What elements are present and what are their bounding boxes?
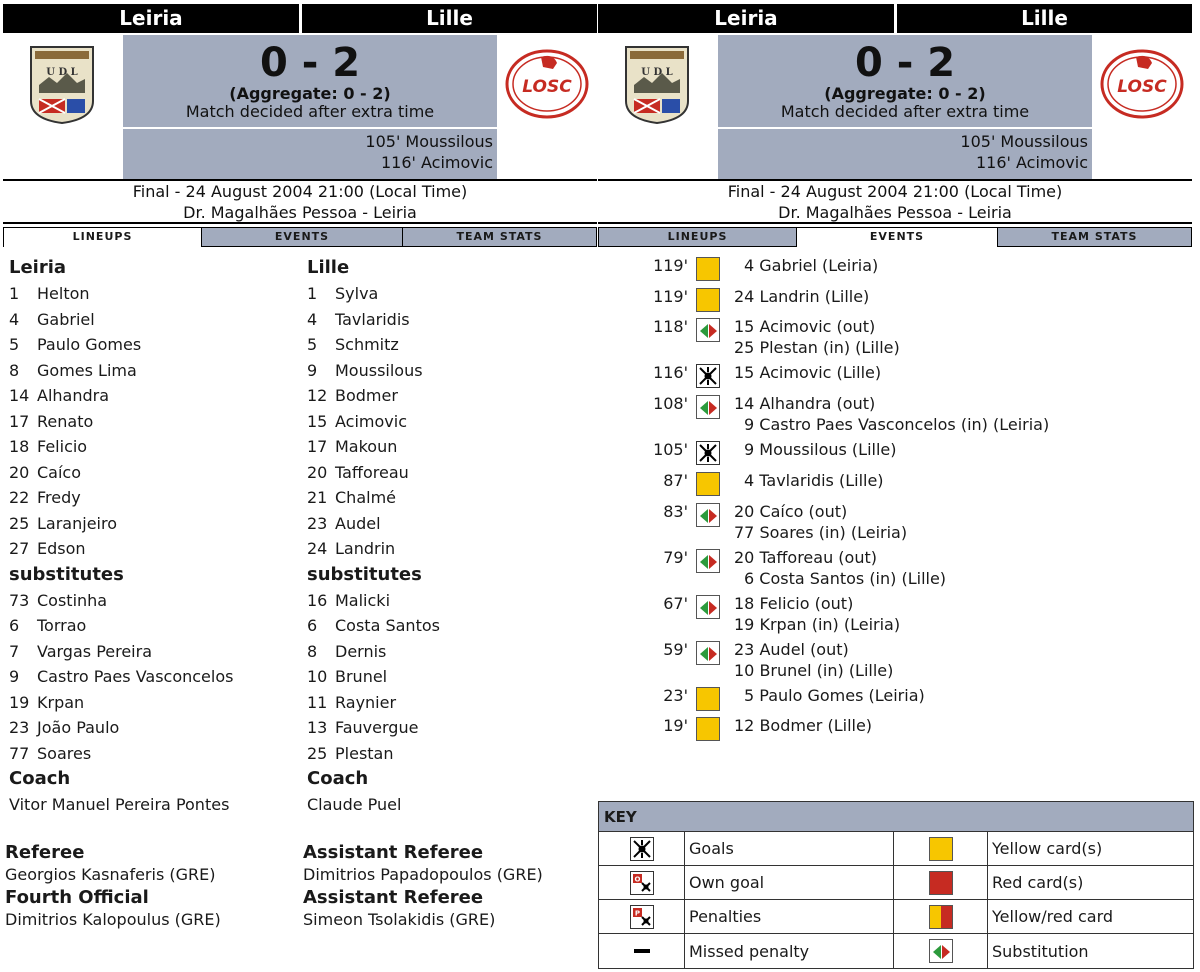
player-name: Sylva — [335, 284, 379, 303]
player-name: Krpan — [37, 692, 85, 712]
event-description — [734, 593, 900, 635]
player-row — [307, 383, 597, 409]
player-row — [9, 639, 299, 665]
key-title: KEY — [599, 802, 1193, 832]
fourth-official-heading: Fourth Official — [5, 887, 149, 908]
substitution-icon — [696, 549, 720, 573]
final-score: 0 - 2 — [854, 40, 956, 86]
away-lineup-team: Lille — [307, 257, 350, 278]
divider — [3, 222, 597, 224]
player-name: Felicio — [37, 437, 88, 456]
event-line: 12 Bodmer (Lille) — [734, 716, 873, 736]
player-row — [9, 358, 299, 384]
player-name: Brunel — [335, 667, 388, 686]
event-icon-wrap — [696, 441, 720, 465]
player-name: Fredy — [37, 488, 81, 507]
match-venue: Dr. Magalhães Pessoa - Leiria — [778, 203, 1012, 222]
player-row — [307, 281, 597, 307]
officials-left — [5, 841, 295, 931]
event-line: 9 Moussilous (Lille) — [744, 440, 897, 460]
player-number: 16 — [307, 590, 328, 610]
match-venue: Dr. Magalhães Pessoa - Leiria — [183, 203, 417, 222]
tab-bar — [3, 227, 597, 247]
player-row — [307, 588, 597, 614]
home-subs-heading: substitutes — [9, 563, 124, 585]
player-number: 21 — [307, 488, 328, 507]
player-name: Paulo Gomes — [37, 335, 142, 354]
final-score: 0 - 2 — [259, 40, 361, 86]
player-number: 17 — [307, 437, 328, 456]
player-number: 20 — [307, 462, 328, 482]
event-line: 19 Krpan (in) (Leiria) — [734, 614, 901, 634]
event-minute: 119' — [653, 286, 688, 306]
yellow-card-icon — [696, 687, 720, 711]
home-starters — [9, 281, 299, 562]
player-number: 20 — [9, 462, 30, 482]
player-number: 6 — [307, 616, 318, 635]
player-row — [9, 715, 299, 741]
key-label: Penalties — [685, 900, 894, 933]
key-label: Substitution — [992, 941, 1089, 961]
player-name: Audel — [335, 513, 381, 533]
yellow-card-icon — [696, 257, 720, 281]
tab-bar — [598, 227, 1192, 247]
divider — [598, 222, 1192, 224]
player-row — [9, 690, 299, 716]
referee-name: Georgios Kasnaferis (GRE) — [5, 865, 216, 884]
away-coach-heading: Coach — [307, 768, 369, 789]
event-icon-wrap — [696, 595, 720, 619]
key-row — [599, 934, 1193, 968]
player-name: Costinha — [37, 590, 108, 610]
player-name: Chalmé — [335, 488, 396, 507]
key-icon-cell — [599, 900, 685, 933]
player-number: 9 — [307, 360, 318, 380]
player-number: 7 — [9, 641, 20, 661]
away-subs-heading: substitutes — [307, 563, 422, 585]
event-icon-wrap — [696, 549, 720, 573]
player-name: Alhandra — [37, 386, 110, 405]
player-number: 24 — [307, 539, 328, 558]
event-minute: 119' — [653, 256, 688, 275]
event-line: 15 Acimovic (Lille) — [734, 363, 882, 383]
player-name: João Paulo — [37, 718, 120, 737]
yellow-card-icon — [696, 717, 720, 741]
event-description — [734, 439, 897, 460]
event-description — [734, 501, 907, 543]
key-icon-cell — [894, 866, 988, 899]
player-row — [307, 307, 597, 333]
key-icon-cell — [894, 900, 988, 933]
player-number: 12 — [307, 386, 328, 405]
event-description — [734, 255, 878, 276]
match-decided-note: Match decided after extra time — [185, 102, 435, 121]
tab-events[interactable]: EVENTS — [796, 227, 998, 247]
event-line: 20 Caíco (out) — [734, 501, 848, 521]
player-row — [9, 613, 299, 639]
aggregate-score: (Aggregate: 0 - 2) — [824, 84, 986, 103]
player-name: Malicki — [335, 590, 391, 610]
scorer-line: 116' Acimovic — [380, 153, 493, 172]
event-minute: 79' — [663, 547, 688, 567]
player-name: Moussilous — [335, 360, 423, 380]
key-label: Own goal — [685, 866, 894, 899]
player-row — [307, 460, 597, 486]
player-row — [9, 460, 299, 486]
event-description — [734, 715, 872, 736]
player-row — [307, 358, 597, 384]
player-name: Acimovic — [335, 411, 407, 431]
player-row — [307, 715, 597, 741]
player-number: 18 — [9, 437, 30, 456]
svg-text:P: P — [634, 909, 640, 917]
event-line: 18 Felicio (out) — [734, 593, 854, 613]
player-number: 14 — [9, 386, 30, 405]
player-number: 8 — [9, 360, 20, 380]
player-number: 5 — [307, 335, 318, 354]
event-line: 14 Alhandra (out) — [734, 394, 876, 414]
player-name: Plestan — [335, 743, 394, 763]
player-row — [9, 511, 299, 537]
away-team-name: Lille — [302, 4, 597, 33]
key-label: Yellow card(s) — [992, 839, 1103, 858]
player-number: 4 — [307, 309, 318, 329]
event-icon-wrap — [696, 364, 720, 388]
event-minute: 116' — [653, 363, 688, 383]
key-row — [599, 900, 1193, 934]
event-icon-wrap — [696, 641, 720, 665]
player-number: 17 — [9, 411, 30, 431]
match-info — [3, 181, 597, 223]
key-label: Missed penalty — [685, 934, 894, 968]
player-number: 77 — [9, 743, 30, 763]
event-icon-wrap — [696, 288, 720, 312]
away-substitutes — [307, 588, 597, 767]
event-minute: 59' — [663, 639, 688, 659]
event-line: 10 Brunel (in) (Lille) — [734, 660, 894, 680]
event-line: 20 Tafforeau (out) — [734, 547, 877, 567]
player-name: Costa Santos — [335, 616, 440, 635]
player-name: Raynier — [335, 692, 397, 712]
key-label: Yellow/red card — [992, 907, 1114, 926]
away-coach-name: Claude Puel — [307, 795, 402, 814]
player-name: Renato — [37, 411, 94, 431]
player-number: 13 — [307, 718, 328, 737]
svg-text:U D L: U D L — [46, 67, 78, 78]
home-coach-name: Vitor Manuel Pereira Pontes — [9, 795, 230, 814]
substitution-icon — [929, 939, 953, 963]
player-number: 5 — [9, 335, 20, 354]
home-crest — [598, 35, 716, 179]
player-number: 1 — [9, 284, 20, 303]
tab-events[interactable]: EVENTS — [201, 227, 403, 247]
player-row — [9, 741, 299, 767]
player-number: 4 — [9, 309, 20, 329]
penalty-icon — [630, 905, 654, 929]
scorer-line: 105' Moussilous — [960, 132, 1088, 151]
goal-icon — [696, 364, 720, 388]
event-description — [734, 316, 900, 358]
event-line: 6 Costa Santos (in) (Lille) — [744, 568, 947, 588]
player-row — [9, 485, 299, 511]
svg-text:LOSC: LOSC — [1117, 77, 1167, 97]
player-row — [9, 536, 299, 562]
key-icon-cell — [894, 832, 988, 865]
event-description — [734, 470, 884, 491]
match-panel-events — [598, 4, 1192, 966]
event-minute: 108' — [653, 394, 688, 414]
home-coach-heading: Coach — [9, 768, 71, 789]
player-name: Torrao — [37, 616, 87, 635]
away-team-name: Lille — [897, 4, 1192, 33]
officials-right — [303, 841, 597, 931]
player-number: 1 — [307, 284, 318, 303]
scorer-line: 105' Moussilous — [365, 132, 493, 151]
player-row — [9, 664, 299, 690]
substitution-icon — [696, 318, 720, 342]
player-name: Laranjeiro — [37, 513, 117, 533]
away-starters — [307, 281, 597, 562]
event-description — [734, 286, 869, 307]
player-name: Helton — [37, 284, 90, 303]
substitution-icon — [696, 503, 720, 527]
player-name: Dernis — [335, 641, 387, 661]
player-name: Tafforeau — [335, 462, 409, 482]
event-minute: 118' — [653, 317, 688, 337]
score-panel — [718, 35, 1092, 127]
tab-team-stats[interactable]: TEAM STATS — [997, 227, 1192, 247]
player-name: Fauvergue — [335, 718, 419, 737]
player-number: 11 — [307, 692, 328, 712]
player-number: 27 — [9, 539, 30, 558]
player-row — [307, 332, 597, 358]
key-row — [599, 832, 1193, 866]
goal-scorers — [718, 129, 1092, 179]
key-icon-cell — [599, 934, 685, 968]
event-description — [734, 685, 925, 706]
player-row — [9, 281, 299, 307]
yellow-card-icon — [929, 837, 953, 861]
player-name: Gabriel — [37, 309, 95, 329]
player-row — [307, 536, 597, 562]
tab-lineups[interactable]: LINEUPS — [3, 227, 202, 247]
player-number: 25 — [9, 513, 30, 533]
event-line: 4 Gabriel (Leiria) — [744, 256, 879, 275]
player-number: 15 — [307, 411, 328, 431]
key-row — [599, 866, 1193, 900]
player-row — [9, 307, 299, 333]
away-crest — [497, 35, 597, 179]
event-line: 23 Audel (out) — [734, 639, 849, 659]
score-panel — [123, 35, 497, 127]
event-line: 15 Acimovic (out) — [734, 317, 876, 337]
substitution-icon — [696, 641, 720, 665]
key-label: Red card(s) — [992, 873, 1084, 892]
red-card-icon — [929, 871, 953, 895]
player-number: 23 — [9, 718, 30, 737]
event-description — [734, 639, 893, 681]
event-icon-wrap — [696, 472, 720, 496]
event-minute: 83' — [663, 501, 688, 521]
key-icon-cell — [894, 934, 988, 968]
event-line: 25 Plestan (in) (Lille) — [734, 338, 900, 358]
player-row — [307, 613, 597, 639]
player-name: Gomes Lima — [37, 360, 137, 380]
player-number: 9 — [9, 667, 20, 686]
player-name: Makoun — [335, 437, 398, 456]
player-number: 22 — [9, 488, 30, 507]
referee-heading: Referee — [5, 842, 85, 863]
player-row — [307, 639, 597, 665]
player-name: Caíco — [37, 462, 82, 482]
key-icon-cell — [599, 866, 685, 899]
event-minute: 23' — [663, 685, 688, 705]
player-row — [9, 588, 299, 614]
event-line: 4 Tavlaridis (Lille) — [744, 470, 884, 490]
aggregate-score: (Aggregate: 0 - 2) — [229, 84, 391, 103]
player-name: Landrin — [335, 539, 396, 558]
home-crest — [3, 35, 121, 179]
match-status-line: Final - 24 August 2004 21:00 (Local Time) — [727, 182, 1063, 201]
event-icon-wrap — [696, 318, 720, 342]
event-description — [734, 547, 946, 589]
player-row — [307, 664, 597, 690]
player-number: 6 — [9, 616, 20, 635]
assistant-referee-name: Dimitrios Papadopoulos (GRE) — [303, 865, 543, 884]
event-description — [734, 362, 881, 383]
svg-text:LOSC: LOSC — [522, 77, 572, 97]
event-minute: 67' — [663, 593, 688, 613]
key-legend — [598, 801, 1194, 969]
player-row — [307, 741, 597, 767]
assistant-referee-heading: Assistant Referee — [303, 887, 484, 908]
event-icon-wrap — [696, 503, 720, 527]
player-number: 23 — [307, 513, 328, 533]
event-line: 9 Castro Paes Vasconcelos (in) (Leiria) — [744, 415, 1050, 435]
substitution-icon — [696, 395, 720, 419]
player-row — [307, 409, 597, 435]
home-team-name: Leiria — [3, 4, 299, 33]
player-name: Soares — [37, 743, 92, 763]
event-description — [734, 393, 1049, 435]
player-row — [9, 383, 299, 409]
match-decided-note: Match decided after extra time — [780, 102, 1030, 121]
assistant-referee-heading: Assistant Referee — [303, 842, 484, 863]
player-number: 19 — [9, 692, 30, 712]
scorer-line: 116' Acimovic — [975, 153, 1088, 172]
svg-text:U D L: U D L — [641, 67, 673, 78]
player-name: Vargas Pereira — [37, 641, 153, 661]
player-name: Bodmer — [335, 386, 398, 405]
yellow-red-card-icon — [929, 905, 953, 929]
yellow-card-icon — [696, 288, 720, 312]
goal-icon — [630, 837, 654, 861]
key-icon-cell — [599, 832, 685, 865]
fourth-official-name: Dimitrios Kalopoulus (GRE) — [5, 910, 221, 929]
event-minute: 87' — [663, 470, 688, 490]
away-lineup — [307, 255, 597, 817]
event-icon-wrap — [696, 687, 720, 711]
player-row — [9, 434, 299, 460]
player-name: Edson — [37, 539, 86, 558]
player-name: Schmitz — [335, 335, 399, 354]
away-crest — [1092, 35, 1192, 179]
match-status-line: Final - 24 August 2004 21:00 (Local Time) — [132, 182, 468, 201]
svg-text:O: O — [634, 875, 640, 883]
player-row — [307, 485, 597, 511]
home-team-name: Leiria — [598, 4, 894, 33]
event-minute: 105' — [653, 440, 688, 460]
goal-scorers — [123, 129, 497, 179]
player-row — [307, 434, 597, 460]
own-goal-icon — [630, 871, 654, 895]
player-number: 8 — [307, 641, 318, 661]
player-number: 25 — [307, 743, 328, 763]
match-info — [598, 181, 1192, 223]
goal-icon — [696, 441, 720, 465]
player-row — [9, 332, 299, 358]
player-row — [307, 511, 597, 537]
home-lineup — [9, 255, 299, 817]
tab-team-stats[interactable]: TEAM STATS — [402, 227, 597, 247]
missed-penalty-icon — [634, 949, 650, 953]
event-icon-wrap — [696, 395, 720, 419]
player-name: Castro Paes Vasconcelos — [37, 667, 234, 686]
key-label: Goals — [685, 832, 894, 865]
event-line: 5 Paulo Gomes (Leiria) — [744, 685, 925, 705]
event-icon-wrap — [696, 717, 720, 741]
event-icon-wrap — [696, 257, 720, 281]
player-row — [9, 409, 299, 435]
player-number: 73 — [9, 590, 30, 610]
tab-lineups[interactable]: LINEUPS — [598, 227, 797, 247]
match-panel-lineups — [3, 4, 597, 966]
player-row — [307, 690, 597, 716]
player-number: 10 — [307, 667, 328, 686]
event-minute: 19' — [663, 716, 688, 736]
event-line: 77 Soares (in) (Leiria) — [734, 522, 908, 542]
home-lineup-team: Leiria — [9, 257, 67, 278]
assistant-referee-name: Simeon Tsolakidis (GRE) — [303, 910, 496, 929]
yellow-card-icon — [696, 472, 720, 496]
substitution-icon — [696, 595, 720, 619]
event-line: 24 Landrin (Lille) — [734, 286, 870, 306]
player-name: Tavlaridis — [335, 309, 410, 329]
home-substitutes — [9, 588, 299, 767]
